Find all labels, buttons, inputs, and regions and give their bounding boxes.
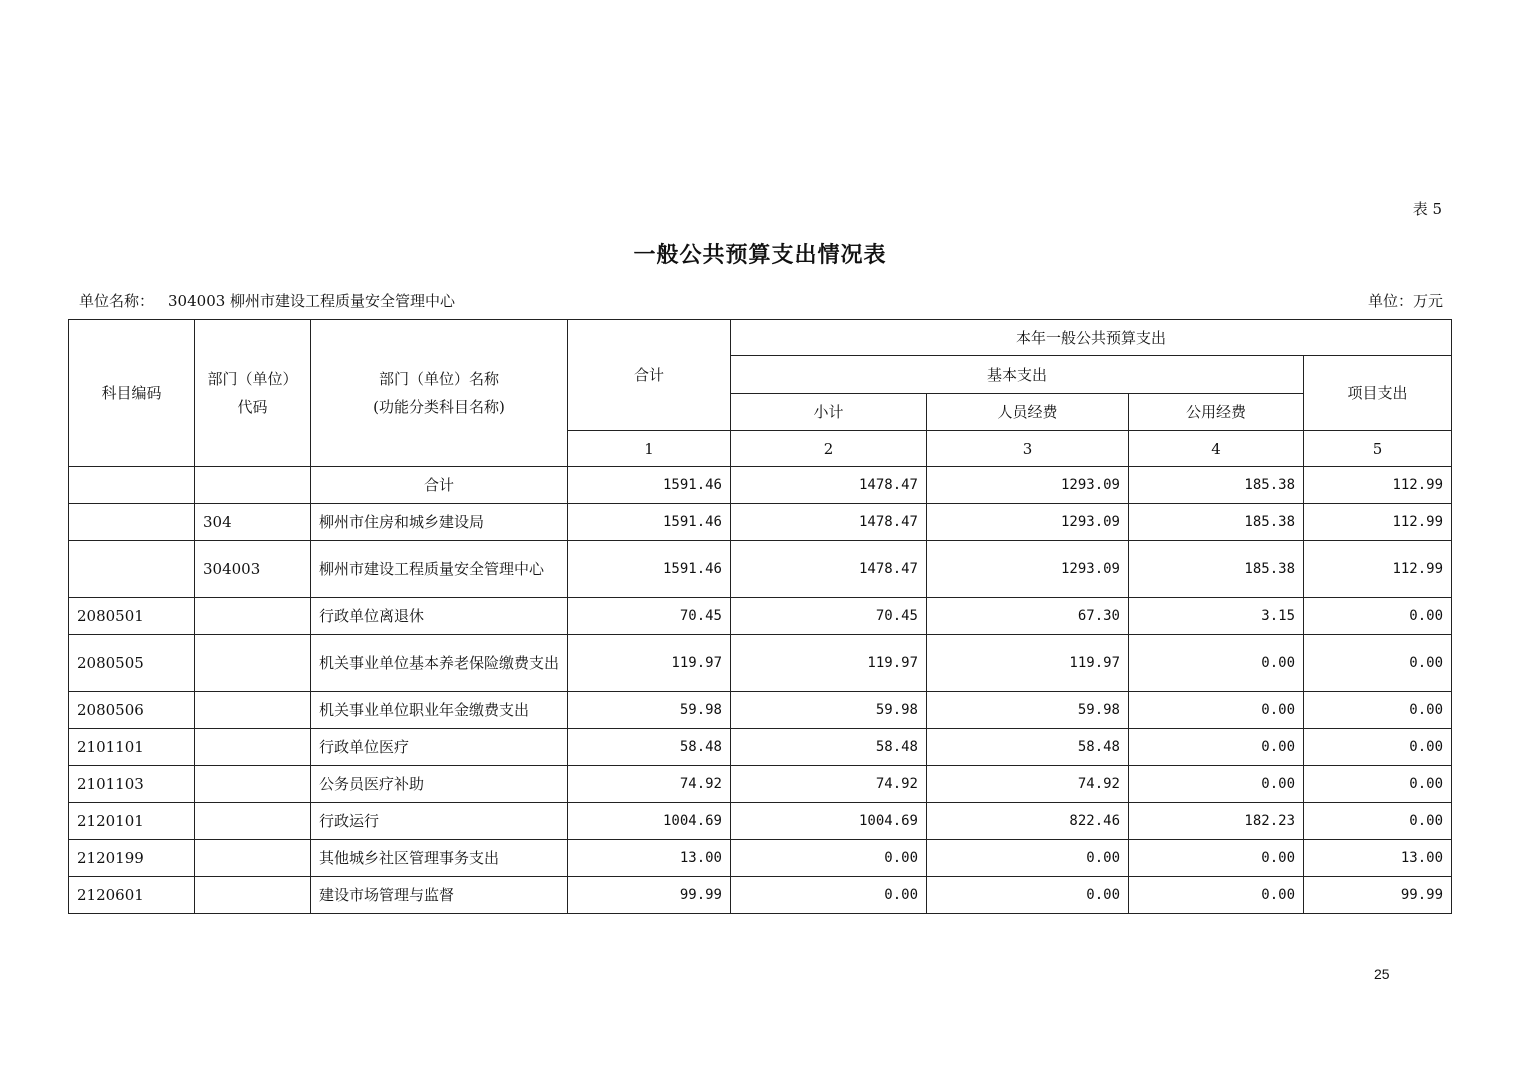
cell-code: 2080501 (69, 598, 195, 635)
cell-project: 13.00 (1304, 840, 1452, 877)
cell-public: 0.00 (1129, 766, 1304, 803)
cell-public: 0.00 (1129, 692, 1304, 729)
cell-project: 0.00 (1304, 729, 1452, 766)
cell-public: 0.00 (1129, 840, 1304, 877)
cell-code: 2120601 (69, 877, 195, 914)
cell-dept (195, 840, 311, 877)
unit-name-label: 单位名称： (79, 292, 155, 310)
table-row (69, 840, 1452, 877)
cell-personnel: 119.97 (927, 635, 1129, 692)
cell-project: 112.99 (1304, 541, 1452, 598)
cell-dept (195, 766, 311, 803)
cell-dept (195, 692, 311, 729)
cell-total: 70.45 (568, 598, 731, 635)
cell-public: 185.38 (1129, 467, 1304, 504)
table-row (69, 877, 1452, 914)
header-dept-code-line2: 代码 (237, 398, 268, 416)
cell-code: 2120101 (69, 803, 195, 840)
cell-code (69, 504, 195, 541)
cell-subtotal: 1478.47 (731, 541, 927, 598)
cell-total: 74.92 (568, 766, 731, 803)
table-row (69, 635, 1452, 692)
budget-table (68, 319, 1452, 914)
cell-name: 行政单位离退休 (311, 598, 568, 635)
cell-total: 58.48 (568, 729, 731, 766)
cell-name: 柳州市住房和城乡建设局 (311, 504, 568, 541)
header-dept-code (195, 320, 311, 467)
cell-total: 119.97 (568, 635, 731, 692)
table-number: 表 5 (1412, 200, 1442, 218)
cell-dept (195, 598, 311, 635)
cell-personnel: 822.46 (927, 803, 1129, 840)
cell-public: 0.00 (1129, 635, 1304, 692)
cell-name: 柳州市建设工程质量安全管理中心 (311, 541, 568, 598)
header-index-4: 4 (1129, 431, 1304, 467)
table-row (69, 541, 1452, 598)
cell-total: 13.00 (568, 840, 731, 877)
cell-public: 3.15 (1129, 598, 1304, 635)
cell-name: 建设市场管理与监督 (311, 877, 568, 914)
cell-dept: 304003 (195, 541, 311, 598)
cell-name: 行政运行 (311, 803, 568, 840)
table-row (69, 598, 1452, 635)
cell-personnel: 67.30 (927, 598, 1129, 635)
table-row (69, 803, 1452, 840)
cell-name: 行政单位医疗 (311, 729, 568, 766)
header-index-1: 1 (568, 431, 731, 467)
table-row (69, 766, 1452, 803)
cell-total: 99.99 (568, 877, 731, 914)
cell-code: 2101103 (69, 766, 195, 803)
cell-subtotal: 1478.47 (731, 467, 927, 504)
cell-dept (195, 635, 311, 692)
table-row (69, 729, 1452, 766)
cell-code: 2080506 (69, 692, 195, 729)
cell-subtotal: 1004.69 (731, 803, 927, 840)
cell-name: 其他城乡社区管理事务支出 (311, 840, 568, 877)
cell-subtotal: 58.48 (731, 729, 927, 766)
cell-subtotal: 0.00 (731, 877, 927, 914)
header-dept-name-line1: 部门（单位）名称 (378, 370, 499, 388)
cell-project: 0.00 (1304, 692, 1452, 729)
cell-public: 185.38 (1129, 504, 1304, 541)
cell-project: 112.99 (1304, 467, 1452, 504)
header-subtotal: 小计 (731, 394, 927, 431)
header-basic: 基本支出 (731, 356, 1304, 394)
table-row (69, 692, 1452, 729)
cell-project: 112.99 (1304, 504, 1452, 541)
header-project: 项目支出 (1304, 356, 1452, 431)
cell-personnel: 0.00 (927, 877, 1129, 914)
cell-code: 2080505 (69, 635, 195, 692)
cell-public: 182.23 (1129, 803, 1304, 840)
cell-code: 2120199 (69, 840, 195, 877)
cell-total: 1591.46 (568, 467, 731, 504)
cell-total: 59.98 (568, 692, 731, 729)
cell-code: 2101101 (69, 729, 195, 766)
cell-total: 1591.46 (568, 504, 731, 541)
cell-subtotal: 0.00 (731, 840, 927, 877)
currency-unit: 单位：万元 (1367, 292, 1443, 310)
cell-project: 0.00 (1304, 803, 1452, 840)
cell-name: 公务员医疗补助 (311, 766, 568, 803)
unit-name (79, 290, 455, 311)
cell-dept (195, 803, 311, 840)
cell-personnel: 0.00 (927, 840, 1129, 877)
cell-public: 185.38 (1129, 541, 1304, 598)
cell-subtotal: 70.45 (731, 598, 927, 635)
cell-dept (195, 729, 311, 766)
header-dept-code-line1: 部门（单位） (207, 370, 298, 388)
cell-code (69, 467, 195, 504)
cell-name: 机关事业单位基本养老保险缴费支出 (311, 635, 568, 692)
cell-name: 机关事业单位职业年金缴费支出 (311, 692, 568, 729)
cell-personnel: 58.48 (927, 729, 1129, 766)
cell-subtotal: 59.98 (731, 692, 927, 729)
cell-total: 1004.69 (568, 803, 731, 840)
header-dept-name (311, 320, 568, 467)
cell-dept (195, 877, 311, 914)
cell-name: 合计 (311, 467, 568, 504)
header-index-5: 5 (1304, 431, 1452, 467)
page-title: 一般公共预算支出情况表 (633, 242, 887, 268)
page-number: 25 (1374, 966, 1390, 982)
header-total: 合计 (568, 320, 731, 431)
header-index-3: 3 (927, 431, 1129, 467)
cell-project: 0.00 (1304, 598, 1452, 635)
header-subject-code: 科目编码 (69, 320, 195, 467)
cell-project: 99.99 (1304, 877, 1452, 914)
cell-code (69, 541, 195, 598)
header-group: 本年一般公共预算支出 (731, 320, 1452, 356)
unit-name-value: 304003 柳州市建设工程质量安全管理中心 (168, 292, 456, 310)
table-row (69, 467, 1452, 504)
cell-public: 0.00 (1129, 877, 1304, 914)
cell-subtotal: 1478.47 (731, 504, 927, 541)
header-public: 公用经费 (1129, 394, 1304, 431)
header-index-2: 2 (731, 431, 927, 467)
cell-personnel: 1293.09 (927, 541, 1129, 598)
cell-total: 1591.46 (568, 541, 731, 598)
cell-project: 0.00 (1304, 766, 1452, 803)
table-row (69, 504, 1452, 541)
cell-personnel: 1293.09 (927, 504, 1129, 541)
cell-personnel: 1293.09 (927, 467, 1129, 504)
cell-subtotal: 119.97 (731, 635, 927, 692)
cell-dept (195, 467, 311, 504)
cell-personnel: 74.92 (927, 766, 1129, 803)
cell-dept: 304 (195, 504, 311, 541)
cell-project: 0.00 (1304, 635, 1452, 692)
header-personnel: 人员经费 (927, 394, 1129, 431)
cell-personnel: 59.98 (927, 692, 1129, 729)
header-dept-name-line2: (功能分类科目名称) (373, 398, 505, 416)
cell-public: 0.00 (1129, 729, 1304, 766)
cell-subtotal: 74.92 (731, 766, 927, 803)
